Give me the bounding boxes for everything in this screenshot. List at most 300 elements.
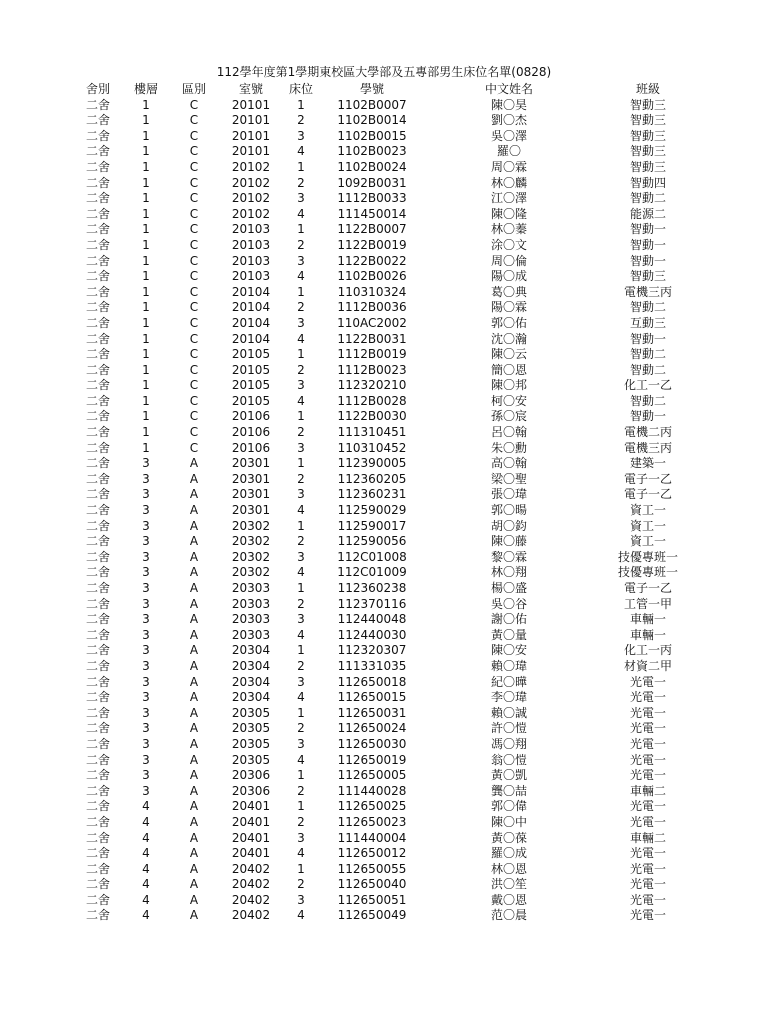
cell-dorm: 二舍	[85, 799, 110, 814]
cell-room: 20401	[231, 799, 271, 814]
cell-bed: 3	[297, 191, 305, 206]
table-row	[0, 675, 768, 691]
header-bed: 床位	[288, 82, 313, 96]
cell-class: 電機三丙	[623, 284, 672, 299]
cell-room: 20302	[231, 565, 271, 580]
cell-bed: 2	[297, 237, 305, 252]
cell-zone: C	[189, 300, 199, 315]
table-row	[0, 581, 768, 597]
table-row	[0, 456, 768, 472]
table-row	[0, 690, 768, 706]
cell-bed: 4	[297, 269, 305, 284]
cell-student-id: 112650030	[337, 736, 407, 751]
cell-zone: A	[189, 518, 199, 533]
cell-student-id: 111450014	[337, 206, 407, 221]
cell-class: 材資二甲	[623, 658, 672, 673]
cell-dorm: 二舍	[85, 549, 110, 564]
cell-room: 20105	[231, 362, 271, 377]
table-row	[0, 706, 768, 722]
cell-zone: A	[189, 658, 199, 673]
cell-student-id: 112370116	[337, 596, 407, 611]
cell-bed: 2	[297, 814, 305, 829]
cell-floor: 4	[142, 846, 150, 861]
cell-bed: 1	[297, 222, 305, 237]
table-row	[0, 113, 768, 129]
cell-floor: 3	[142, 456, 150, 471]
cell-name: 黃〇葆	[490, 830, 527, 845]
cell-name: 簡〇恩	[490, 362, 527, 377]
cell-floor: 1	[142, 206, 150, 221]
cell-dorm: 二舍	[85, 768, 110, 783]
table-row	[0, 409, 768, 425]
cell-zone: A	[189, 705, 199, 720]
table-row	[0, 846, 768, 862]
cell-class: 智動三	[629, 128, 666, 143]
cell-class: 光電一	[629, 768, 666, 783]
cell-name: 周〇倫	[490, 253, 527, 268]
cell-dorm: 二舍	[85, 409, 110, 424]
cell-floor: 3	[142, 518, 150, 533]
cell-room: 20102	[231, 206, 271, 221]
cell-class: 光電一	[629, 814, 666, 829]
cell-class: 光電一	[629, 861, 666, 876]
cell-student-id: 1112B0019	[337, 347, 407, 362]
cell-floor: 3	[142, 721, 150, 736]
cell-dorm: 二舍	[85, 471, 110, 486]
cell-dorm: 二舍	[85, 128, 110, 143]
cell-zone: A	[189, 612, 199, 627]
cell-student-id: 112590056	[337, 534, 407, 549]
cell-zone: C	[189, 409, 199, 424]
cell-student-id: 1092B0031	[337, 175, 407, 190]
cell-zone: C	[189, 378, 199, 393]
cell-floor: 3	[142, 783, 150, 798]
cell-floor: 3	[142, 534, 150, 549]
cell-zone: A	[189, 471, 199, 486]
table-row	[0, 347, 768, 363]
cell-student-id: 111440028	[337, 783, 407, 798]
cell-class: 技優專班一	[617, 565, 678, 580]
cell-room: 20402	[231, 877, 271, 892]
cell-dorm: 二舍	[85, 861, 110, 876]
cell-class: 建築一	[629, 456, 666, 471]
cell-dorm: 二舍	[85, 814, 110, 829]
cell-student-id: 1122B0022	[337, 253, 407, 268]
table-row	[0, 753, 768, 769]
table-row	[0, 799, 768, 815]
table-row	[0, 98, 768, 114]
cell-name: 陳〇云	[490, 347, 527, 362]
table-row	[0, 472, 768, 488]
cell-bed: 2	[297, 877, 305, 892]
cell-zone: A	[189, 768, 199, 783]
cell-name: 高〇翰	[490, 456, 527, 471]
cell-class: 智動一	[629, 331, 666, 346]
cell-class: 技優專班一	[617, 549, 678, 564]
cell-zone: C	[189, 315, 199, 330]
cell-zone: C	[189, 362, 199, 377]
cell-floor: 3	[142, 565, 150, 580]
cell-class: 化工一丙	[623, 643, 672, 658]
cell-zone: C	[189, 159, 199, 174]
cell-room: 20402	[231, 861, 271, 876]
cell-dorm: 二舍	[85, 97, 110, 112]
table-row	[0, 394, 768, 410]
cell-zone: A	[189, 487, 199, 502]
cell-zone: C	[189, 440, 199, 455]
cell-floor: 3	[142, 612, 150, 627]
cell-class: 智動二	[629, 393, 666, 408]
cell-bed: 2	[297, 362, 305, 377]
cell-dorm: 二舍	[85, 752, 110, 767]
table-row	[0, 831, 768, 847]
cell-bed: 3	[297, 549, 305, 564]
cell-floor: 1	[142, 175, 150, 190]
cell-zone: A	[189, 690, 199, 705]
cell-name: 紀〇曄	[490, 674, 527, 689]
cell-student-id: 1112B0036	[337, 300, 407, 315]
cell-bed: 1	[297, 518, 305, 533]
cell-class: 光電一	[629, 908, 666, 923]
cell-dorm: 二舍	[85, 440, 110, 455]
cell-student-id: 112650025	[337, 799, 407, 814]
cell-floor: 4	[142, 861, 150, 876]
cell-student-id: 1122B0030	[337, 409, 407, 424]
cell-dorm: 二舍	[85, 362, 110, 377]
cell-zone: A	[189, 721, 199, 736]
cell-floor: 1	[142, 331, 150, 346]
cell-room: 20101	[231, 113, 271, 128]
cell-class: 資工一	[629, 534, 666, 549]
table-row	[0, 176, 768, 192]
cell-student-id: 112650031	[337, 705, 407, 720]
cell-student-id: 1112B0033	[337, 191, 407, 206]
cell-room: 20304	[231, 690, 271, 705]
cell-room: 20103	[231, 237, 271, 252]
cell-floor: 4	[142, 908, 150, 923]
cell-bed: 3	[297, 128, 305, 143]
cell-dorm: 二舍	[85, 705, 110, 720]
cell-zone: A	[189, 799, 199, 814]
cell-floor: 1	[142, 284, 150, 299]
cell-floor: 1	[142, 269, 150, 284]
cell-student-id: 112320307	[337, 643, 407, 658]
cell-name: 呂〇翰	[490, 425, 527, 440]
cell-dorm: 二舍	[85, 503, 110, 518]
cell-floor: 3	[142, 596, 150, 611]
cell-name: 林〇恩	[490, 861, 527, 876]
cell-room: 20303	[231, 581, 271, 595]
cell-class: 智動一	[629, 409, 666, 424]
header-room: 室號	[238, 82, 263, 96]
cell-room: 20301	[231, 456, 271, 471]
cell-dorm: 二舍	[85, 456, 110, 471]
cell-name: 林〇蓁	[490, 222, 527, 237]
cell-zone: C	[189, 97, 199, 112]
cell-class: 光電一	[629, 721, 666, 736]
cell-room: 20305	[231, 705, 271, 720]
header-name: 中文姓名	[484, 82, 533, 96]
cell-floor: 3	[142, 581, 150, 595]
cell-name: 許〇愷	[490, 721, 527, 736]
cell-student-id: 110310324	[337, 284, 407, 299]
cell-zone: A	[189, 596, 199, 611]
cell-student-id: 1102B0026	[337, 269, 407, 284]
cell-dorm: 二舍	[85, 113, 110, 128]
cell-student-id: 1112B0028	[337, 393, 407, 408]
cell-floor: 1	[142, 128, 150, 143]
cell-bed: 2	[297, 658, 305, 673]
cell-room: 20102	[231, 191, 271, 206]
cell-class: 光電一	[629, 690, 666, 705]
cell-dorm: 二舍	[85, 846, 110, 861]
cell-dorm: 二舍	[85, 581, 110, 595]
cell-student-id: 112440030	[337, 627, 407, 642]
cell-dorm: 二舍	[85, 393, 110, 408]
cell-room: 20402	[231, 908, 271, 923]
cell-name: 黃〇量	[490, 627, 527, 642]
cell-bed: 3	[297, 612, 305, 627]
cell-class: 智動三	[629, 97, 666, 112]
cell-zone: C	[189, 222, 199, 237]
cell-name: 柯〇安	[490, 393, 527, 408]
cell-floor: 4	[142, 814, 150, 829]
cell-dorm: 二舍	[85, 315, 110, 330]
cell-room: 20104	[231, 284, 271, 299]
cell-room: 20302	[231, 549, 271, 564]
cell-bed: 4	[297, 846, 305, 861]
table-row	[0, 628, 768, 644]
table-row	[0, 550, 768, 566]
cell-class: 光電一	[629, 877, 666, 892]
header-floor: 樓層	[133, 82, 158, 96]
cell-zone: C	[189, 113, 199, 128]
table-row	[0, 612, 768, 628]
cell-zone: A	[189, 736, 199, 751]
cell-floor: 1	[142, 222, 150, 237]
cell-floor: 1	[142, 237, 150, 252]
cell-name: 劉〇杰	[490, 113, 527, 128]
cell-zone: C	[189, 331, 199, 346]
table-row	[0, 768, 768, 784]
cell-student-id: 1112B0023	[337, 362, 407, 377]
cell-dorm: 二舍	[85, 908, 110, 923]
cell-class: 電子一乙	[623, 471, 672, 486]
cell-floor: 4	[142, 892, 150, 907]
cell-room: 20101	[231, 97, 271, 112]
cell-floor: 1	[142, 159, 150, 174]
cell-zone: A	[189, 581, 199, 595]
cell-floor: 4	[142, 877, 150, 892]
cell-floor: 1	[142, 440, 150, 455]
cell-class: 智動三	[629, 269, 666, 284]
cell-bed: 1	[297, 643, 305, 658]
cell-class: 智動一	[629, 237, 666, 252]
table-row	[0, 643, 768, 659]
cell-class: 光電一	[629, 674, 666, 689]
cell-zone: C	[189, 237, 199, 252]
cell-student-id: 1102B0023	[337, 144, 407, 159]
cell-class: 資工一	[629, 518, 666, 533]
cell-zone: A	[189, 534, 199, 549]
cell-dorm: 二舍	[85, 736, 110, 751]
cell-zone: A	[189, 549, 199, 564]
cell-name: 周〇霖	[490, 159, 527, 174]
cell-bed: 2	[297, 596, 305, 611]
table-body	[0, 98, 768, 924]
cell-name: 郭〇暘	[490, 503, 527, 518]
table-row	[0, 737, 768, 753]
cell-student-id: 110AC2002	[337, 315, 407, 330]
cell-zone: C	[189, 191, 199, 206]
cell-student-id: 1122B0031	[337, 331, 407, 346]
cell-student-id: 112650055	[337, 861, 407, 876]
cell-bed: 4	[297, 206, 305, 221]
cell-zone: C	[189, 206, 199, 221]
cell-zone: C	[189, 269, 199, 284]
cell-name: 陳〇隆	[490, 206, 527, 221]
table-row	[0, 378, 768, 394]
cell-floor: 1	[142, 97, 150, 112]
cell-floor: 1	[142, 378, 150, 393]
cell-class: 智動二	[629, 300, 666, 315]
cell-bed: 1	[297, 409, 305, 424]
cell-name: 范〇晨	[490, 908, 527, 923]
table-row	[0, 862, 768, 878]
cell-class: 車輛二	[629, 830, 666, 845]
cell-bed: 4	[297, 690, 305, 705]
cell-bed: 2	[297, 471, 305, 486]
cell-zone: A	[189, 846, 199, 861]
cell-zone: A	[189, 783, 199, 798]
cell-room: 20306	[231, 783, 271, 798]
cell-class: 智動三	[629, 113, 666, 128]
cell-bed: 3	[297, 253, 305, 268]
table-row	[0, 129, 768, 145]
cell-student-id: 112650040	[337, 877, 407, 892]
cell-floor: 3	[142, 658, 150, 673]
bed-roster-table	[0, 82, 768, 924]
cell-room: 20103	[231, 269, 271, 284]
cell-name: 葛〇典	[490, 284, 527, 299]
cell-bed: 3	[297, 487, 305, 502]
cell-student-id: 1102B0024	[337, 159, 407, 174]
cell-bed: 2	[297, 175, 305, 190]
cell-bed: 3	[297, 378, 305, 393]
table-row	[0, 285, 768, 301]
cell-dorm: 二舍	[85, 206, 110, 221]
cell-name: 林〇翔	[490, 565, 527, 580]
cell-name: 朱〇勳	[490, 440, 527, 455]
cell-name: 謝〇佑	[490, 612, 527, 627]
cell-dorm: 二舍	[85, 534, 110, 549]
cell-student-id: 112C01009	[337, 565, 407, 580]
cell-bed: 3	[297, 440, 305, 455]
cell-dorm: 二舍	[85, 331, 110, 346]
cell-room: 20305	[231, 752, 271, 767]
cell-room: 20304	[231, 643, 271, 658]
cell-bed: 1	[297, 581, 305, 595]
cell-room: 20401	[231, 830, 271, 845]
cell-bed: 3	[297, 736, 305, 751]
cell-room: 20301	[231, 503, 271, 518]
cell-room: 20102	[231, 159, 271, 174]
table-row	[0, 300, 768, 316]
cell-name: 賴〇誠	[490, 705, 527, 720]
cell-class: 工管一甲	[623, 596, 672, 611]
table-row	[0, 534, 768, 550]
cell-student-id: 112650018	[337, 674, 407, 689]
table-row	[0, 425, 768, 441]
cell-room: 20105	[231, 347, 271, 362]
cell-floor: 1	[142, 315, 150, 330]
cell-name: 洪〇笙	[490, 877, 527, 892]
cell-floor: 1	[142, 393, 150, 408]
cell-class: 電子一乙	[623, 581, 672, 595]
cell-bed: 2	[297, 113, 305, 128]
cell-room: 20301	[231, 471, 271, 486]
cell-dorm: 二舍	[85, 721, 110, 736]
cell-zone: A	[189, 908, 199, 923]
cell-room: 20303	[231, 627, 271, 642]
cell-student-id: 112590017	[337, 518, 407, 533]
cell-room: 20103	[231, 222, 271, 237]
cell-class: 車輛一	[629, 612, 666, 627]
document-title: 112學年度第1學期東校區大學部及五專部男生床位名單(0828)	[216, 65, 552, 79]
cell-bed: 4	[297, 331, 305, 346]
cell-name: 黃〇凱	[490, 768, 527, 783]
cell-bed: 1	[297, 284, 305, 299]
cell-dorm: 二舍	[85, 222, 110, 237]
cell-room: 20304	[231, 674, 271, 689]
cell-class: 光電一	[629, 799, 666, 814]
cell-room: 20306	[231, 768, 271, 783]
cell-name: 黎〇霖	[490, 549, 527, 564]
cell-dorm: 二舍	[85, 191, 110, 206]
cell-zone: A	[189, 814, 199, 829]
cell-name: 梁〇聖	[490, 471, 527, 486]
cell-student-id: 112440048	[337, 612, 407, 627]
cell-class: 光電一	[629, 846, 666, 861]
cell-student-id: 112360205	[337, 471, 407, 486]
cell-name: 羅〇	[496, 144, 521, 159]
cell-class: 光電一	[629, 736, 666, 751]
cell-student-id: 110310452	[337, 440, 407, 455]
table-row	[0, 565, 768, 581]
cell-dorm: 二舍	[85, 658, 110, 673]
cell-room: 20104	[231, 331, 271, 346]
table-row	[0, 441, 768, 457]
cell-class: 電機三丙	[623, 440, 672, 455]
cell-floor: 3	[142, 503, 150, 518]
cell-room: 20106	[231, 425, 271, 440]
table-row	[0, 893, 768, 909]
cell-dorm: 二舍	[85, 347, 110, 362]
cell-floor: 1	[142, 253, 150, 268]
cell-class: 能源二	[629, 206, 666, 221]
table-row	[0, 721, 768, 737]
cell-class: 智動一	[629, 253, 666, 268]
cell-room: 20302	[231, 534, 271, 549]
cell-name: 陽〇霖	[490, 300, 527, 315]
cell-zone: A	[189, 456, 199, 471]
cell-name: 戴〇恩	[490, 892, 527, 907]
cell-zone: A	[189, 565, 199, 580]
cell-room: 20305	[231, 721, 271, 736]
cell-floor: 1	[142, 144, 150, 159]
cell-dorm: 二舍	[85, 674, 110, 689]
table-row	[0, 363, 768, 379]
